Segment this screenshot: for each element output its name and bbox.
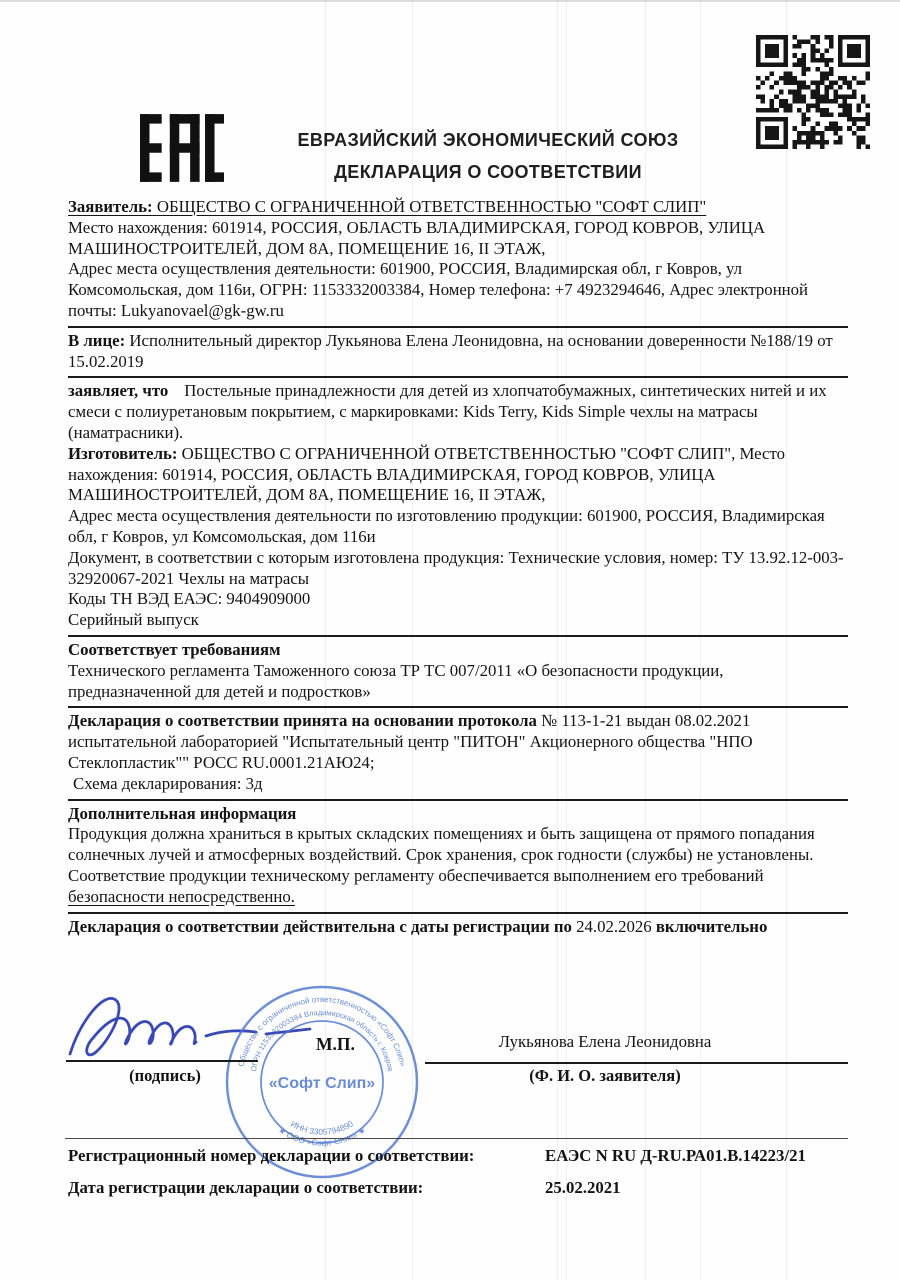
validity-date: 24.02.2026 bbox=[576, 916, 652, 936]
compliance-label: Соответствует требованиям bbox=[68, 639, 281, 659]
validity-line bbox=[68, 917, 848, 938]
basis-line bbox=[68, 711, 848, 732]
reg-number-value: ЕАЭС N RU Д-RU.РА01.В.14223/21 bbox=[545, 1146, 806, 1165]
manufacturer-line bbox=[68, 444, 848, 506]
stamp-center-text: «Софт Слип» bbox=[268, 1075, 376, 1092]
union-title: ЕВРАЗИЙСКИЙ ЭКОНОМИЧЕСКИЙ СОЮЗ bbox=[297, 130, 679, 150]
document-body bbox=[68, 197, 848, 937]
additional-label: Дополнительная информация bbox=[68, 803, 297, 823]
production-address: Адрес места осуществления деятельности по изготовлению продукции: 601900, РОССИЯ, Владимирская обл, г Ковров, ул Комсомольская, дом 116и bbox=[68, 506, 825, 546]
manufacturer-label: Изготовитель: bbox=[68, 443, 178, 463]
signature-caption: (подпись) bbox=[129, 1066, 201, 1085]
manufacturer-text: ОБЩЕСТВО С ОГРАНИЧЕННОЙ ОТВЕТСТВЕННОСТЬЮ "СОФТ СЛИП", Место нахождения: 601914, РОССИЯ, ОБЛАСТЬ ВЛАДИМИРСКАЯ, ГОРОД КОВРОВ, УЛИЦА МАШИНОСТРОИТЕЛЕЙ, ДОМ 8А, ПОМЕЩЕНИЕ 16, II ЭТАЖ, bbox=[68, 443, 785, 505]
representative-line bbox=[68, 331, 848, 373]
declares-label: заявляет, что bbox=[68, 381, 169, 401]
compliance-text: Технического регламента Таможенного союза ТР ТС 007/2011 «О безопасности продукции, предназначенной для детей и подростков» bbox=[68, 660, 724, 701]
additional-text-main: Продукция должна храниться в крытых складских помещениях и быть защищена от прямого попадания солнечных лучей и атмосферных воздействий. Срок хранения, срок годности (службы) не установлены. Соответствие продукции техническому регламенту обеспечивается выполнением его требований bbox=[68, 824, 815, 885]
section-divider bbox=[68, 326, 848, 328]
applicant-activity-address: Адрес места осуществления деятельности: 601900, РОССИЯ, Владимирская обл, г Ковров, ул Комсомольская, дом 116и, ОГРН: 1153332003384, Номер телефона: +7 4923294646, Адрес электронной почты: Lukyanovael@gk-gw.ru bbox=[68, 259, 809, 320]
seal-place-label: М.П. bbox=[316, 1034, 355, 1054]
section-divider bbox=[68, 799, 848, 801]
name-line bbox=[425, 1062, 848, 1064]
section-divider bbox=[68, 376, 848, 378]
applicant-name: ОБЩЕСТВО С ОГРАНИЧЕННОЙ ОТВЕТСТВЕННОСТЬЮ "СОФТ СЛИП" bbox=[156, 197, 707, 216]
additional-text-underlined: безопасности непосредственно. bbox=[68, 886, 295, 906]
applicant-person-name: Лукьянова Елена Леонидовна bbox=[498, 1032, 712, 1051]
validity-label: Декларация о соответствии действительна с даты регистрации по bbox=[68, 916, 572, 936]
reg-number-label: Регистрационный номер декларации о соответствии: bbox=[68, 1146, 475, 1165]
signature-line bbox=[66, 1060, 258, 1062]
declares-text: Постельные принадлежности для детей из хлопчатобумажных, синтетических нитей и их смеси с полиуретановым покрытием, с маркировками: Kids Terry, Kids Simple чехлы на матрасы (наматрасники). bbox=[68, 381, 827, 442]
applicant-line bbox=[68, 197, 848, 218]
svg-text:Общество с ограниченной ответс bbox=[237, 995, 408, 1068]
stamp-middle-text: ОГРН 1153332003384 Владимирская область г. Ковров bbox=[248, 1007, 396, 1073]
stamp-bottom-inner-text: ИНН 3305794890 bbox=[289, 1118, 355, 1137]
basis-scheme: Схема декларирования: 3д bbox=[73, 773, 263, 793]
basis-label: Декларация о соответствии принята на основании протокола bbox=[68, 711, 537, 731]
section-divider bbox=[68, 706, 848, 708]
applicant-label: Заявитель: bbox=[68, 197, 153, 216]
stamp-outer-text: Общество с ограниченной ответственностью «Софт Слип» bbox=[236, 994, 408, 1068]
reg-date-value: 25.02.2021 bbox=[545, 1178, 621, 1197]
section-divider bbox=[68, 912, 848, 914]
basis-protocol: № 113-1-21 выдан 08.02.2021 bbox=[541, 711, 751, 731]
validity-suffix: включительно bbox=[655, 916, 768, 936]
scan-edge-artifact bbox=[0, 0, 900, 2]
applicant-address: Место нахождения: 601914, РОССИЯ, ОБЛАСТЬ ВЛАДИМИРСКАЯ, ГОРОД КОВРОВ, УЛИЦА МАШИНОСТРОИТЕЛЕЙ, ДОМ 8А, ПОМЕЩЕНИЕ 16, II ЭТАЖ, bbox=[68, 217, 766, 258]
section-divider bbox=[68, 635, 848, 637]
doc-title: ДЕКЛАРАЦИЯ О СООТВЕТСТВИИ bbox=[334, 162, 642, 182]
representative-text: Исполнительный директор Лукьянова Елена Леонидовна, на основании доверенности №188/19 от 15.02.2019 bbox=[68, 330, 833, 371]
compliance-header bbox=[68, 640, 848, 661]
stamp-bottom-outer-text: ★ ООО «Софт Слип» ★ bbox=[276, 1124, 368, 1148]
representative-label: В лице: bbox=[68, 330, 126, 350]
production-document: Документ, в соответствии с которым изготовлена продукция: Технические условия, номер: ТУ 13.92.12-003-32920067-2021 Чехлы на матрасы bbox=[68, 547, 844, 588]
reg-date-label: Дата регистрации декларации о соответствии: bbox=[68, 1178, 424, 1197]
additional-header bbox=[68, 804, 848, 825]
declares-line bbox=[68, 381, 848, 443]
serial-release: Серийный выпуск bbox=[68, 610, 199, 630]
additional-text bbox=[68, 824, 848, 907]
tnved-codes: Коды ТН ВЭД ЕАЭС: 9404909000 bbox=[68, 589, 311, 609]
footer-divider bbox=[65, 1138, 848, 1139]
fio-caption: (Ф. И. О. заявителя) bbox=[529, 1066, 681, 1085]
basis-lab: испытательной лабораторией "Испытательный центр "ПИТОН" Акционерного общества "НПО Стеклопластик"" РОСС RU.0001.21АЮ24; bbox=[68, 732, 753, 772]
